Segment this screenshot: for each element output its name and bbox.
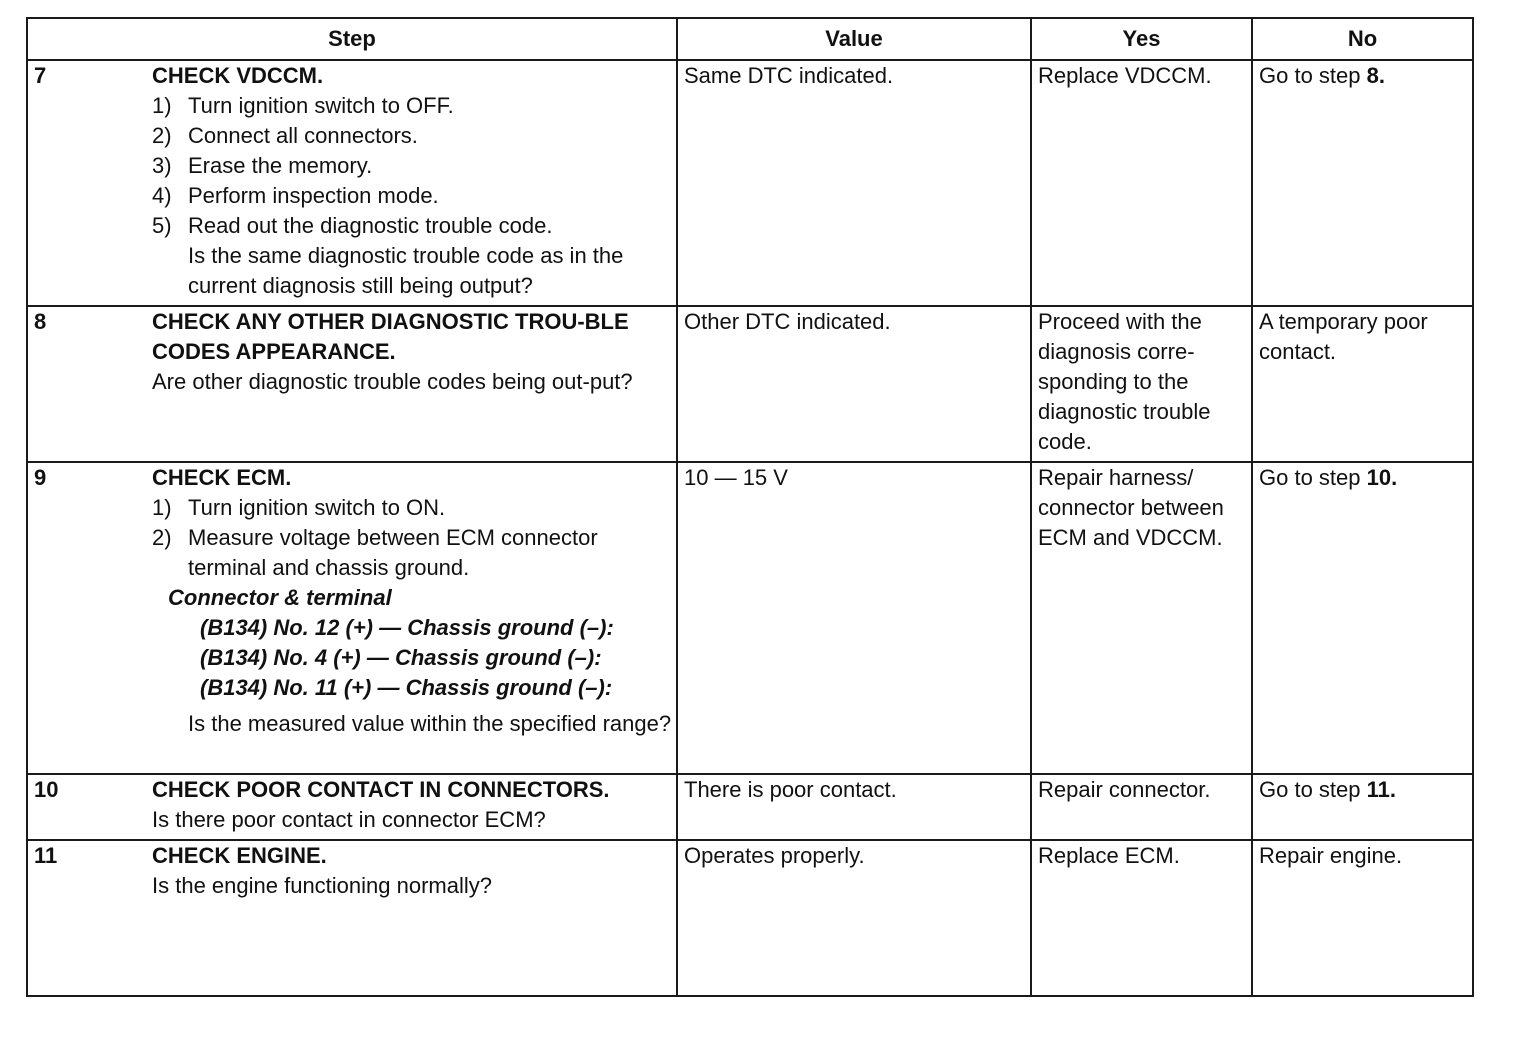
header-no: No: [1252, 18, 1473, 60]
step-question: Is the same diagnostic trouble code as in the current diagnosis still being output?: [188, 243, 624, 298]
value-text: Other DTC indicated.: [684, 309, 891, 334]
no-text: Go to step 8.: [1259, 63, 1385, 88]
step-title: CHECK ANY OTHER DIAGNOSTIC TROU-BLE CODES APPEARANCE.: [152, 309, 629, 364]
step-title: CHECK POOR CONTACT IN CONNECTORS.: [152, 777, 610, 802]
substep: 1) Turn ignition switch to OFF.: [152, 93, 454, 118]
value-cell: [677, 60, 1031, 306]
no-cell: [1252, 840, 1473, 996]
no-text: Repair engine.: [1259, 843, 1403, 868]
value-text: Same DTC indicated.: [684, 63, 894, 88]
yes-text: Replace VDCCM.: [1038, 63, 1212, 88]
step-number: 8: [34, 309, 47, 334]
substep: 3) Erase the memory.: [152, 153, 373, 178]
substep: 1) Turn ignition switch to ON.: [152, 495, 446, 520]
step-number: 10: [34, 777, 59, 802]
yes-cell: [1031, 774, 1252, 840]
yes-text: Replace ECM.: [1038, 843, 1180, 868]
step-question: Is the engine functioning normally?: [152, 873, 492, 898]
no-cell: [1252, 462, 1473, 774]
header-yes: Yes: [1031, 18, 1252, 60]
no-step-ref: 10.: [1366, 465, 1398, 490]
step-cell: [27, 462, 677, 774]
yes-text: Repair harness/ connector between ECM and VDCCM.: [1038, 465, 1224, 550]
table-row-step-7: [27, 60, 1473, 306]
yes-text: Repair connector.: [1038, 777, 1211, 802]
diagnostic-table: [26, 17, 1474, 997]
step-title: CHECK ECM.: [152, 465, 292, 490]
value-cell: [677, 306, 1031, 462]
yes-cell: [1031, 462, 1252, 774]
step-title: CHECK ENGINE.: [152, 843, 327, 868]
substep: 2) Connect all connectors.: [152, 123, 418, 148]
step-cell: [27, 60, 677, 306]
value-cell: [677, 462, 1031, 774]
value-cell: [677, 840, 1031, 996]
step-question: Is the measured value within the specified range?: [188, 711, 672, 736]
yes-cell: [1031, 60, 1252, 306]
no-text: Go to step 10.: [1259, 465, 1398, 490]
table-row-step-10: [27, 774, 1473, 840]
value-text: Operates properly.: [684, 843, 865, 868]
yes-cell: [1031, 840, 1252, 996]
table-row-step-8: [27, 306, 1473, 462]
substep: 2) Measure voltage between ECM connector terminal and chassis ground.: [152, 525, 598, 580]
substep: 4) Perform inspection mode.: [152, 183, 439, 208]
step-title: CHECK VDCCM.: [152, 63, 324, 88]
no-step-ref: 8.: [1366, 63, 1385, 88]
header-value: Value: [677, 18, 1031, 60]
spec-heading: Connector & terminal: [168, 585, 392, 610]
step-question: Is there poor contact in connector ECM?: [152, 807, 546, 832]
substep: 5) Read out the diagnostic trouble code.: [152, 213, 553, 238]
step-cell: [27, 306, 677, 462]
header-row: [27, 18, 1473, 60]
step-cell: [27, 840, 677, 996]
spec-line: (B134) No. 4 (+) — Chassis ground (–):: [200, 645, 602, 670]
spec-line: (B134) No. 11 (+) — Chassis ground (–):: [200, 675, 613, 700]
no-text: Go to step 11.: [1259, 777, 1396, 802]
table-row-step-9: [27, 462, 1473, 774]
value-text: 10 — 15 V: [684, 465, 788, 490]
no-cell: [1252, 60, 1473, 306]
step-question: Are other diagnostic trouble codes being out-put?: [152, 369, 633, 394]
value-text: There is poor contact.: [684, 777, 897, 802]
table-row-step-11: [27, 840, 1473, 996]
step-cell: [27, 774, 677, 840]
yes-text: Proceed with the diagnosis corre-sponding to the diagnostic trouble code.: [1038, 309, 1211, 454]
header-step: Step: [27, 18, 677, 60]
no-cell: [1252, 306, 1473, 462]
step-number: 11: [34, 843, 58, 868]
yes-cell: [1031, 306, 1252, 462]
spec-line: (B134) No. 12 (+) — Chassis ground (–):: [200, 615, 614, 640]
value-cell: [677, 774, 1031, 840]
no-text: A temporary poor contact.: [1259, 309, 1428, 364]
step-number: 9: [34, 465, 47, 490]
no-step-ref: 11.: [1366, 777, 1396, 802]
no-cell: [1252, 774, 1473, 840]
step-number: 7: [34, 63, 47, 88]
